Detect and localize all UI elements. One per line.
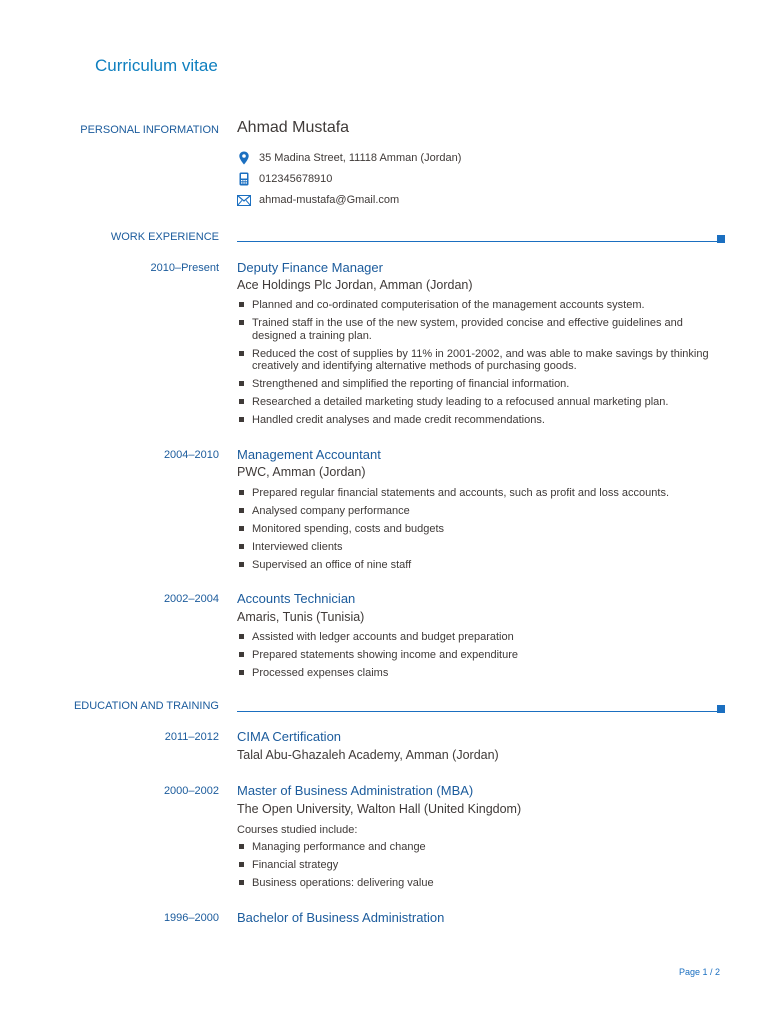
job-duties-list — [237, 631, 727, 685]
phone-icon — [237, 172, 251, 186]
list-item: Prepared regular financial statements and accounts, such as profit and loss accounts. — [237, 487, 727, 500]
location-pin-icon — [237, 151, 251, 165]
list-item: Researched a detailed marketing study leading to a refocused annual marketing plan. — [237, 396, 727, 409]
list-item: Processed expenses claims — [237, 667, 727, 680]
education-dates: 2011–2012 — [164, 731, 219, 743]
job-dates: 2010–Present — [150, 262, 219, 274]
section-label-work-experience: WORK EXPERIENCE — [110, 231, 219, 243]
section-label-personal-information: PERSONAL INFORMATION — [80, 124, 219, 136]
list-item: Monitored spending, costs and budgets — [237, 523, 727, 536]
person-name: Ahmad Mustafa — [237, 119, 350, 136]
document-title: Curriculum vitae — [95, 56, 218, 75]
list-item: Interviewed clients — [237, 541, 727, 554]
section-divider — [237, 241, 717, 242]
section-label-education-and-training: EDUCATION AND TRAINING — [73, 700, 219, 712]
list-item: Trained staff in the use of the new system, provided concise and effective guidelines and designed a training plan. — [237, 317, 727, 342]
list-item: Financial strategy — [237, 859, 727, 872]
envelope-icon — [237, 195, 251, 206]
phone-text: 012345678910 — [259, 173, 333, 185]
list-item: Managing performance and change — [237, 841, 727, 854]
job-employer: PWC, Amman (Jordan) — [237, 465, 366, 479]
job-dates: 2004–2010 — [163, 449, 219, 461]
job-dates: 2002–2004 — [163, 593, 219, 605]
job-duties-list — [237, 487, 727, 577]
list-item: Handled credit analyses and made credit recommendations. — [237, 414, 727, 427]
job-title: Management Accountant — [237, 447, 381, 462]
education-dates: 1996–2000 — [163, 912, 219, 924]
list-item: Prepared statements showing income and expenditure — [237, 649, 727, 662]
address-text: 35 Madina Street, 11118 Amman (Jordan) — [259, 152, 462, 164]
education-institution: Talal Abu-Ghazaleh Academy, Amman (Jordan) — [237, 748, 499, 762]
email-link[interactable]: ahmad-mustafa@Gmail.com — [259, 194, 400, 206]
section-divider-marker — [717, 235, 725, 243]
list-item: Reduced the cost of supplies by 11% in 2001-2002, and was able to make savings by thinking creatively and identifying alternative methods of purchasing goods. — [237, 348, 727, 373]
section-divider-marker — [717, 705, 725, 713]
education-title: Bachelor of Business Administration — [237, 910, 445, 925]
job-employer: Ace Holdings Plc Jordan, Amman (Jordan) — [237, 278, 473, 292]
job-duties-list — [237, 299, 727, 432]
job-employer: Amaris, Tunis (Tunisia) — [237, 610, 365, 624]
courses-list — [237, 841, 727, 895]
education-title: CIMA Certification — [237, 729, 342, 744]
education-title: Master of Business Administration (MBA) — [237, 783, 474, 798]
job-title: Deputy Finance Manager — [237, 260, 383, 275]
list-item: Business operations: delivering value — [237, 877, 727, 890]
education-institution: The Open University, Walton Hall (United Kingdom) — [237, 802, 522, 816]
page-number: Page 1 / 2 — [679, 967, 721, 977]
list-item: Supervised an office of nine staff — [237, 559, 727, 572]
list-item: Assisted with ledger accounts and budget preparation — [237, 631, 727, 644]
education-dates: 2000–2002 — [163, 785, 219, 797]
section-divider — [237, 711, 717, 712]
list-item: Analysed company performance — [237, 505, 727, 518]
courses-intro: Courses studied include: — [237, 824, 358, 836]
list-item: Planned and co-ordinated computerisation of the management accounts system. — [237, 299, 727, 312]
job-title: Accounts Technician — [237, 591, 356, 606]
list-item: Strengthened and simplified the reporting of financial information. — [237, 378, 727, 391]
